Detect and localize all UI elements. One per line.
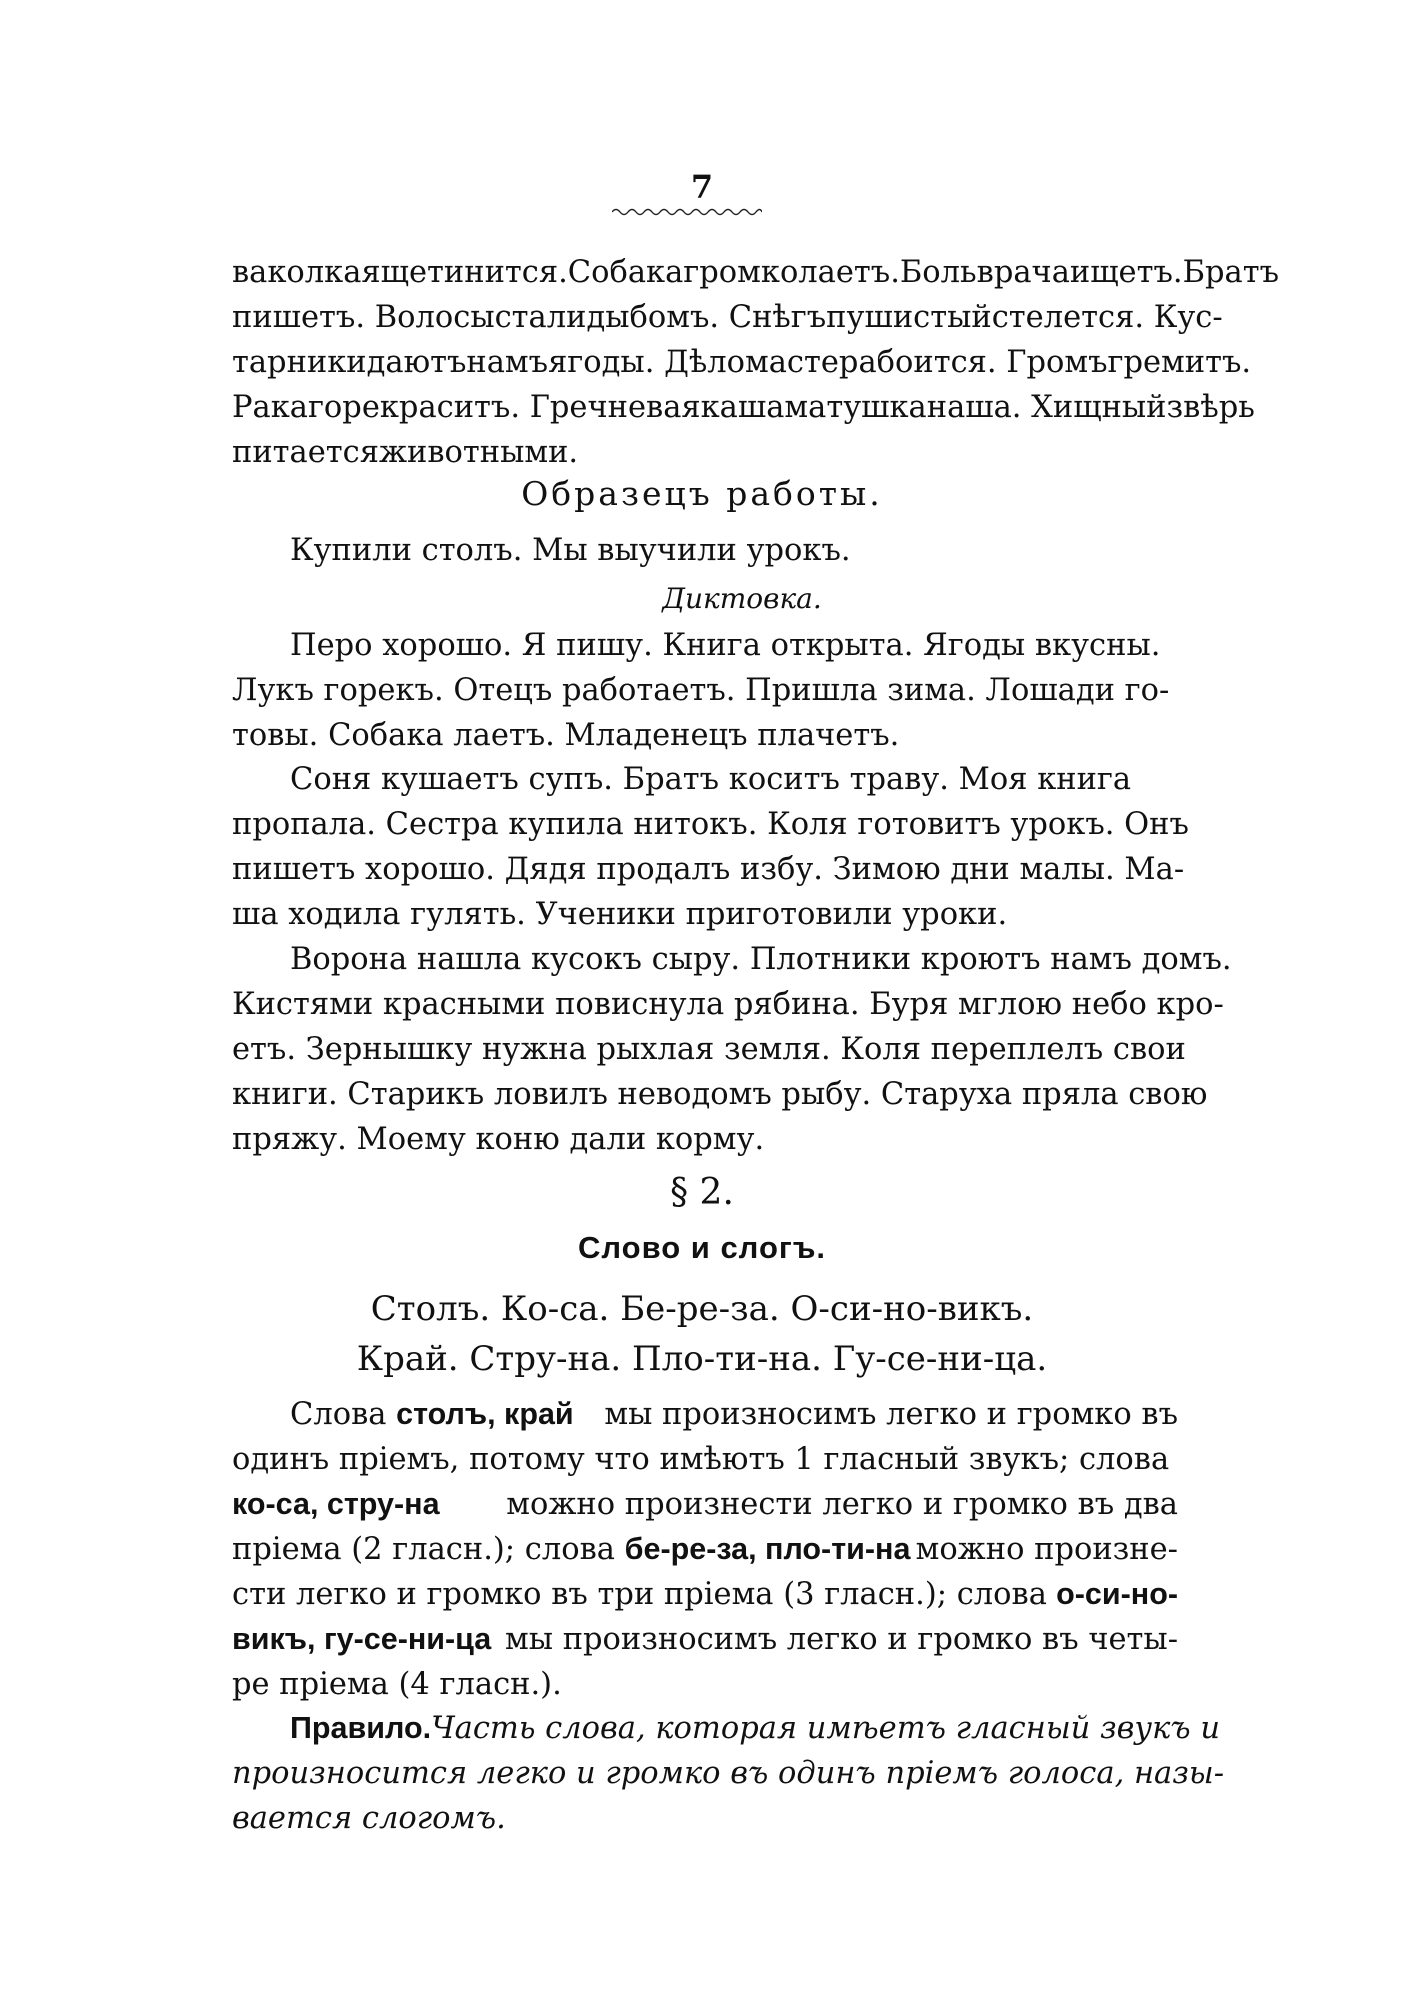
text: Часть слова, которая имѣетъ гласный звукъ и: [431, 1711, 1220, 1746]
text-line: Купили столъ. Мы выучили урокъ.: [290, 533, 851, 568]
text-line: Соня кушаетъ супъ. Братъ коситъ траву. Моя книга: [290, 762, 1132, 797]
section-title: Слово и слогъ.: [577, 1230, 827, 1265]
example-line: Край. Стру-на. Пло-ти-на. Гу-се-ни-ца.: [356, 1339, 1048, 1379]
text-line: книги. Старикъ ловилъ неводомъ рыбу. Старуха пряла свою: [232, 1077, 1208, 1112]
text-line: ша ходила гулять. Ученики приготовили уроки.: [232, 897, 1008, 932]
rule-label: Правило.: [290, 1711, 432, 1745]
text: можно произнести легко и громко въ два: [506, 1487, 1178, 1522]
text-line: [232, 1572, 1178, 1617]
dictation-paragraph-2: [232, 757, 1189, 937]
text-line: [232, 1617, 1178, 1662]
text-line: пропала. Сестра купила нитокъ. Коля готовитъ урокъ. Онъ: [232, 807, 1189, 842]
text-line: вается слогомъ.: [232, 1801, 506, 1836]
text-line: произносится легко и громко въ одинъ пріемъ голоса, назы-: [232, 1756, 1225, 1791]
text-line: одинъ пріемъ, потому что имѣютъ 1 гласный звукъ; слова: [232, 1442, 1170, 1477]
page-number: 7: [690, 168, 714, 206]
text-line: товы. Собака лаетъ. Младенецъ плачетъ.: [232, 718, 900, 753]
text-line: пишетъ хорошо. Дядя продалъ избу. Зимою дни малы. Ма-: [232, 852, 1185, 887]
dictation-paragraph-1: [232, 623, 1172, 758]
text-line: [232, 1527, 1178, 1572]
explanation-paragraph: [232, 1392, 1178, 1707]
bold-term: столъ, край: [396, 1397, 574, 1431]
text-line: Кистями красными повиснула рябина. Буря мглою небо кро-: [232, 987, 1224, 1022]
dictation-paragraph-3: [232, 937, 1232, 1162]
text-line: етъ. Зернышку нужна рыхлая земля. Коля переплелъ свои: [232, 1032, 1186, 1067]
text: мы произносимъ легко и громко въ четы-: [505, 1622, 1178, 1657]
wavy-rule: [612, 206, 762, 218]
text-line: питаетсяживотными.: [232, 435, 579, 470]
heading-dictation: Диктовка.: [662, 582, 822, 615]
text-line: Ракагорекраситъ. Гречневаякашаматушканаша. Хищныйзвѣрь: [232, 390, 1255, 425]
text: Слова: [290, 1397, 397, 1432]
examples: [0, 1284, 1404, 1384]
top-paragraph: [232, 250, 1279, 475]
text-line: ваколкаящетинится.Собакагромколаетъ.Больврачаищетъ.Братъ: [232, 255, 1279, 290]
text-line: пишетъ. Волосысталидыбомъ. Снѣгъпушистыйстелется. Кус-: [232, 300, 1223, 335]
text-line: ре пріема (4 гласн.).: [232, 1667, 562, 1702]
text: мы произносимъ легко и громко въ: [604, 1397, 1178, 1432]
bold-term: ко-са, стру-на: [232, 1487, 440, 1521]
text: можно произне-: [915, 1532, 1178, 1567]
rule-paragraph: [232, 1706, 1225, 1841]
example-line: Столъ. Ко-са. Бе-ре-за. О-си-но-викъ.: [370, 1289, 1034, 1329]
heading-sample: Образецъ работы.: [521, 474, 883, 513]
text: пріема (2 гласн.); слова: [232, 1532, 625, 1567]
sample-work: [290, 528, 1170, 573]
bold-term: о-си-но-: [1056, 1577, 1178, 1611]
text-line: тарникидаютънамъягоды. Дѣломастерабоится. Громъгремитъ.: [232, 345, 1252, 380]
text-line: Ворона нашла кусокъ сыру. Плотники кроютъ намъ домъ.: [290, 942, 1232, 977]
text-line: пряжу. Моему коню дали корму.: [232, 1122, 765, 1157]
bold-term: бе-ре-за, пло-ти-на: [624, 1532, 911, 1566]
text-line: [232, 1392, 1178, 1437]
section-mark: § 2.: [670, 1172, 734, 1213]
text-line: Перо хорошо. Я пишу. Книга открыта. Ягоды вкусны.: [290, 628, 1161, 663]
text-line: Лукъ горекъ. Отецъ работаетъ. Пришла зима. Лошади го-: [232, 673, 1170, 708]
bold-term: викъ, гу-се-ни-ца: [232, 1622, 492, 1656]
text: сти легко и громко въ три пріема (3 гласн.); слова: [232, 1577, 1047, 1612]
text-line: [232, 1706, 1220, 1751]
text-line: [232, 1482, 1178, 1527]
